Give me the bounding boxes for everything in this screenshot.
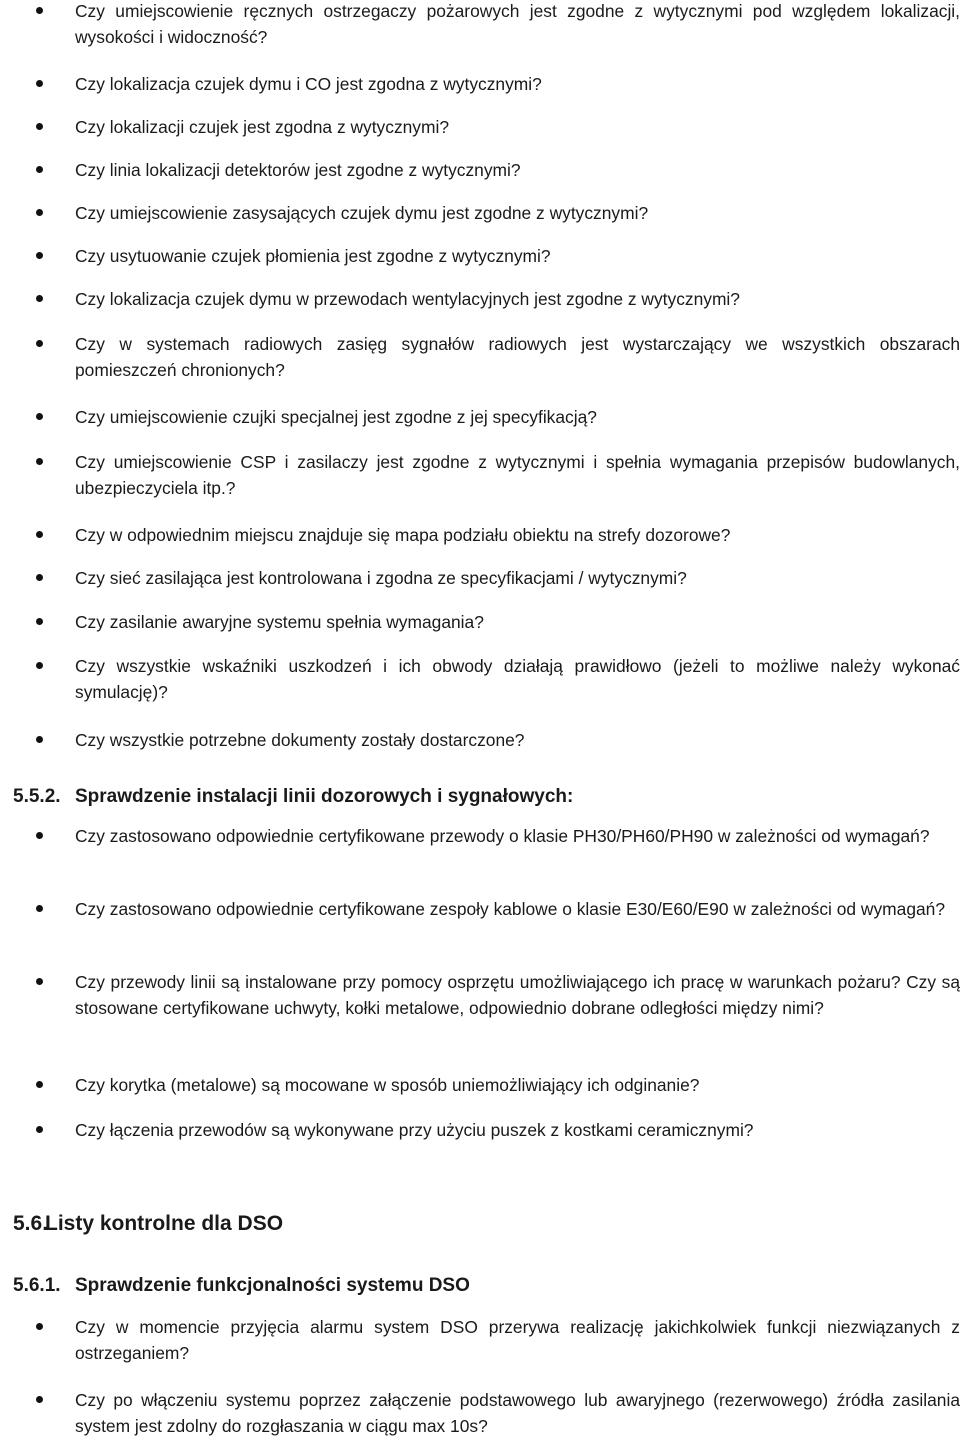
list-item-text: Czy sieć zasilająca jest kontrolowana i zgodna ze specyfikacjami / wytycznymi? xyxy=(75,568,687,588)
list-item-text: Czy w systemach radiowych zasięg sygnałów radiowych jest wystarczający we wszystkich obszarach pomieszczeń chronionych? xyxy=(75,334,960,380)
list-item-text: Czy lokalizacja czujek dymu i CO jest zgodna z wytycznymi? xyxy=(75,74,542,94)
list-item-text: Czy lokalizacji czujek jest zgodna z wytycznymi? xyxy=(75,117,450,137)
bullet-icon xyxy=(36,209,43,216)
bullet-icon xyxy=(36,574,43,581)
section-number: 5.6. xyxy=(13,1212,49,1235)
bullet-icon xyxy=(36,340,43,347)
list-item-text: Czy wszystkie potrzebne dokumenty zostały dostarczone? xyxy=(75,730,525,750)
list-item-text: Czy zastosowano odpowiednie certyfikowane zespoły kablowe o klasie E30/E60/E90 w zależności od wymagań? xyxy=(75,899,946,919)
bullet-icon xyxy=(36,458,43,465)
bullet-icon xyxy=(36,662,43,669)
section-number: 5.6.1. xyxy=(13,1275,61,1296)
list-item-text: Czy umiejscowienie ręcznych ostrzegaczy pożarowych jest zgodne z wytycznymi pod względem lokalizacji, wysokości i widoczność? xyxy=(75,1,960,47)
bullet-icon xyxy=(36,736,43,743)
section-title: Sprawdzenie funkcjonalności systemu DSO xyxy=(75,1275,470,1296)
bullet-icon xyxy=(36,413,43,420)
section-title: Sprawdzenie instalacji linii dozorowych i sygnałowych: xyxy=(75,786,574,807)
list-item-text: Czy przewody linii są instalowane przy pomocy osprzętu umożliwiającego ich pracę w warunkach pożaru? Czy są stosowane certyfikowane uchwyty, kołki metalowe, odpowiednio dobrane odległości między nimi? xyxy=(75,972,960,1018)
bullet-icon xyxy=(36,978,43,985)
section-title: Listy kontrolne dla DSO xyxy=(45,1212,284,1235)
section-heading xyxy=(13,1273,470,1299)
bullet-icon xyxy=(36,123,43,130)
bullet-icon xyxy=(36,1323,43,1330)
bullet-icon xyxy=(36,7,43,14)
list-item-text: Czy linia lokalizacji detektorów jest zgodne z wytycznymi? xyxy=(75,160,521,180)
list-item-text: Czy umiejscowienie czujki specjalnej jest zgodne z jej specyfikacją? xyxy=(75,407,597,427)
bullet-icon xyxy=(36,832,43,839)
bullet-icon xyxy=(36,166,43,173)
list-item-text: Czy usytuowanie czujek płomienia jest zgodne z wytycznymi? xyxy=(75,246,551,266)
bullet-icon xyxy=(36,80,43,87)
list-item-text: Czy korytka (metalowe) są mocowane w sposób uniemożliwiający ich odginanie? xyxy=(75,1075,700,1095)
list-item-text: Czy w momencie przyjęcia alarmu system DSO przerywa realizację jakichkolwiek funkcji niezwiązanych z ostrzeganiem? xyxy=(75,1317,960,1363)
bullet-icon xyxy=(36,295,43,302)
list-item-text: Czy umiejscowienie zasysających czujek dymu jest zgodne z wytycznymi? xyxy=(75,203,649,223)
bullet-icon xyxy=(36,1081,43,1088)
bullet-icon xyxy=(36,531,43,538)
bullet-icon xyxy=(36,252,43,259)
section-heading xyxy=(13,784,573,810)
bullet-icon xyxy=(36,1126,43,1133)
list-item-text: Czy łączenia przewodów są wykonywane przy użyciu puszek z kostkami ceramicznymi? xyxy=(75,1120,754,1140)
bullet-icon xyxy=(36,618,43,625)
list-item-text: Czy po włączeniu systemu poprzez załączenie podstawowego lub awaryjnego (rezerwowego) źródła zasilania system jest zdolny do rozgłaszania w ciągu max 10s? xyxy=(75,1390,960,1436)
list-item-text: Czy w odpowiednim miejscu znajduje się mapa podziału obiektu na strefy dozorowe? xyxy=(75,525,731,545)
list-item-text: Czy zastosowano odpowiednie certyfikowane przewody o klasie PH30/PH60/PH90 w zależności od wymagań? xyxy=(75,826,930,846)
bullet-icon xyxy=(36,1396,43,1403)
section-heading xyxy=(13,1211,283,1237)
list-item-text: Czy umiejscowienie CSP i zasilaczy jest zgodne z wytycznymi i spełnia wymagania przepisów budowlanych, ubezpieczyciela itp.? xyxy=(75,452,960,498)
section-number: 5.5.2. xyxy=(13,786,61,807)
list-item-text: Czy zasilanie awaryjne systemu spełnia wymagania? xyxy=(75,612,484,632)
list-item-text: Czy lokalizacja czujek dymu w przewodach wentylacyjnych jest zgodne z wytycznymi? xyxy=(75,289,740,309)
bullet-icon xyxy=(36,905,43,912)
list-item-text: Czy wszystkie wskaźniki uszkodzeń i ich obwody działają prawidłowo (jeżeli to możliwe należy wykonać symulację)? xyxy=(75,656,960,702)
